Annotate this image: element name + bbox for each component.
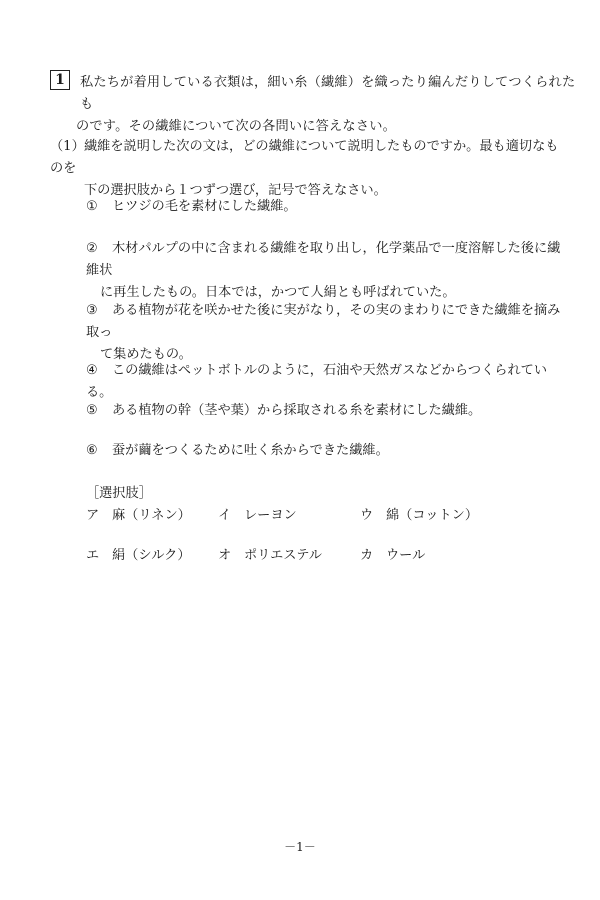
choice-item: [86, 504, 191, 523]
choice-item: [360, 504, 478, 523]
choice-text: ウール: [386, 548, 426, 563]
choice-letter: ア: [86, 508, 100, 523]
item-text-line-2: に再生したもの。日本では，かつて人絹とも呼ばれていた。: [100, 285, 456, 300]
question-number: 1: [55, 72, 65, 88]
subquestion-line-2: 下の選択肢から１つずつ選び，記号で答えなさい。: [84, 183, 387, 198]
choice-text: 麻（リネン）: [112, 508, 191, 523]
statement-item: [86, 196, 566, 218]
choice-letter: イ: [218, 508, 232, 523]
choice-text: 綿（コットン）: [386, 508, 479, 523]
item-text: 蚕が繭をつくるために吐く糸からできた繊維。: [112, 443, 389, 458]
choice-item: [218, 544, 322, 563]
choice-item: [218, 504, 297, 523]
item-mark: ⑤: [86, 403, 98, 418]
statement-item: [86, 400, 566, 422]
item-mark: ⑥: [86, 443, 98, 458]
item-text: 木材パルプの中に含まれる繊維を取り出し，化学薬品で一度溶解した後に繊維状: [86, 241, 561, 278]
choice-letter: オ: [218, 548, 232, 563]
item-mark: ③: [86, 303, 98, 318]
subquestion-number: （1）: [50, 139, 85, 154]
choice-letter: ウ: [360, 508, 374, 523]
subquestion-line-1: 繊維を説明した次の文は，どの繊維について説明したものですか。最も適切なものを: [50, 139, 559, 176]
choice-text: ポリエステル: [244, 548, 322, 563]
statement-item: [86, 360, 566, 404]
choice-item: [86, 544, 191, 563]
question-intro: [76, 72, 580, 138]
choice-item: [360, 544, 425, 563]
item-mark: ④: [86, 363, 98, 378]
statement-item: [86, 300, 566, 366]
item-text: ヒツジの毛を素材にした繊維。: [112, 199, 297, 214]
intro-line-2: のです。その繊維について次の各問いに答えなさい。: [76, 119, 396, 134]
intro-line-1: 私たちが着用している衣類は，細い糸（繊維）を織ったり編んだりしてつくられたも: [80, 75, 576, 112]
statement-item: [86, 238, 566, 304]
choice-text: レーヨン: [244, 508, 297, 523]
choices-label: ［選択肢］: [86, 486, 152, 501]
item-text: ある植物の幹（茎や葉）から採取される糸を素材にした繊維。: [112, 403, 482, 418]
item-mark: ②: [86, 241, 98, 256]
statement-item: [86, 440, 566, 462]
page-number: －1－: [284, 840, 316, 854]
item-text-line-2: て集めたもの。: [100, 347, 192, 362]
item-text: ある植物が花を咲かせた後に実がなり，その実のまわりにできた繊維を摘み取っ: [86, 303, 561, 340]
choice-letter: エ: [86, 548, 100, 563]
question-number-box: [50, 70, 70, 90]
choice-text: 絹（シルク）: [112, 548, 191, 563]
item-mark: ①: [86, 199, 98, 214]
subquestion: [50, 136, 570, 202]
item-text: この繊維はペットボトルのように，石油や天然ガスなどからつくられている。: [86, 363, 548, 400]
choice-letter: カ: [360, 548, 374, 563]
